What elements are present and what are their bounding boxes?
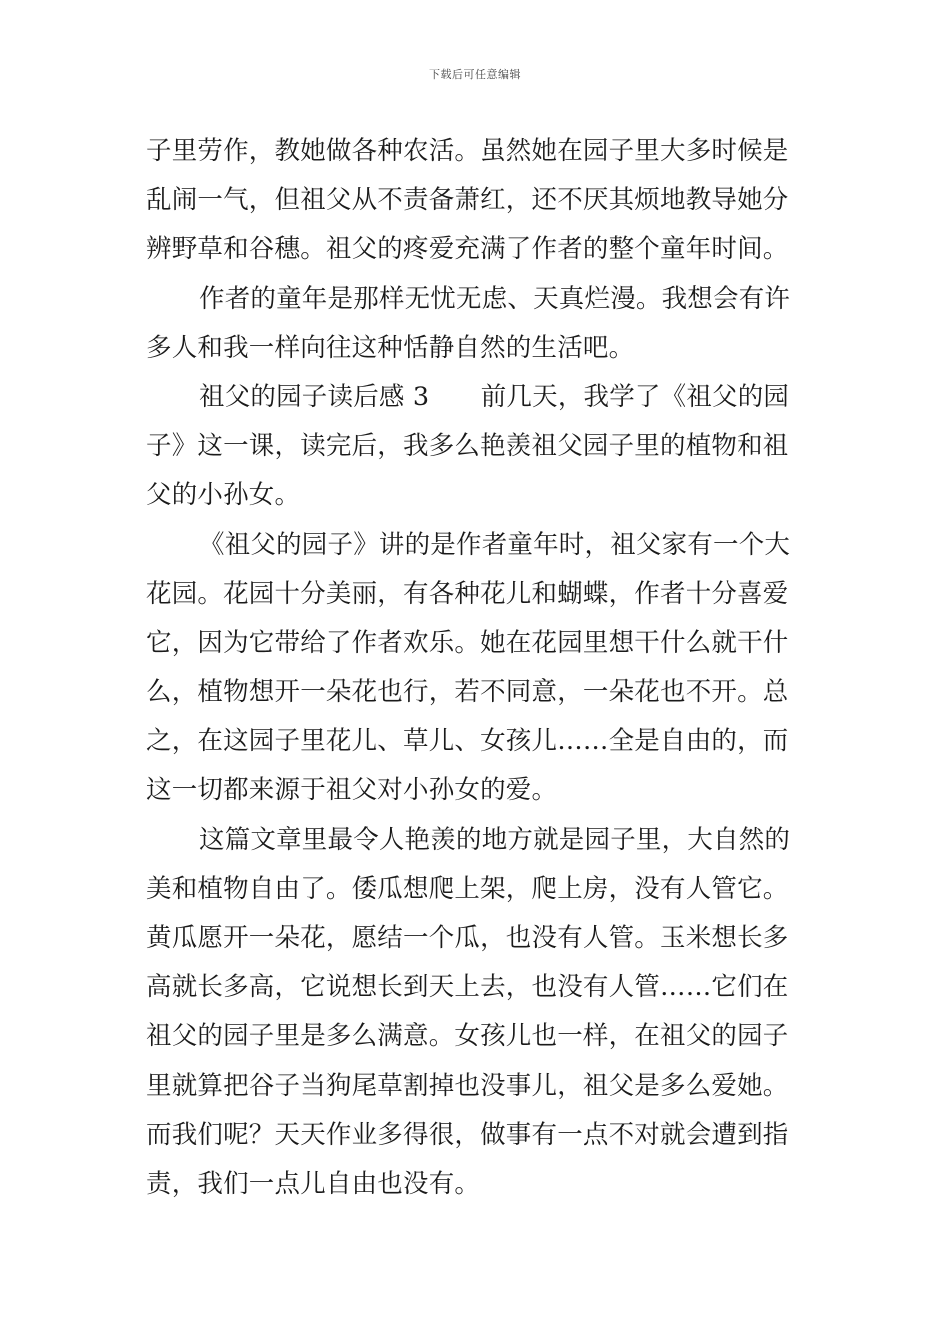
text-line: 祖父的园子读后感 3 前几天，我学了《祖父的园 [199,381,790,412]
text-line: 责，我们一点儿自由也没有。 [146,1168,481,1199]
text-line: 子》这一课，读完后，我多么艳羡祖父园子里的植物和祖 [146,431,789,462]
text-line: 辨野草和谷穗。祖父的疼爱充满了作者的整个童年时间。 [146,234,789,265]
text-line: 这篇文章里最令人艳羡的地方就是园子里，大自然的 [199,824,791,855]
text-line: 它，因为它带给了作者欢乐。她在花园里想干什么就干什 [146,627,789,658]
text-line: 作者的童年是那样无忧无虑、天真烂漫。我想会有许 [199,283,791,314]
text-line: 这一切都来源于祖父对小孙女的爱。 [146,775,558,806]
text-line: 《祖父的园子》讲的是作者童年时，祖父家有一个大 [199,529,791,560]
text-line: 么，植物想开一朵花也行，若不同意，一朵花也不开。总 [146,677,789,708]
text-line: 子里劳作，教她做各种农活。虽然她在园子里大多时候是 [146,136,789,166]
document-body [146,127,810,1209]
text-line: 多人和我一样向往这种恬静自然的生活吧。 [146,332,635,363]
text-line: 父的小孙女。 [146,480,301,511]
page-header: 下载后可任意编辑 [429,68,521,81]
text-line: 黄瓜愿开一朵花，愿结一个瓜，也没有人管。玉米想长多 [146,923,789,953]
text-line: 里就算把谷子当狗尾草割掉也没事儿，祖父是多么爱她。 [146,1070,789,1101]
text-line: 而我们呢？天天作业多得很，做事有一点不对就会遭到指 [146,1119,789,1150]
text-line: 花园。花园十分美丽，有各种花儿和蝴蝶，作者十分喜爱 [146,578,789,609]
text-line: 之，在这园子里花儿、草儿、女孩儿……全是自由的，而 [146,726,789,757]
text-line: 乱闹一气，但祖父从不责备萧红，还不厌其烦地教导她分 [146,185,789,216]
text-line: 高就长多高，它说想长到天上去，也没有人管……它们在 [146,972,789,1003]
text-line: 祖父的园子里是多么满意。女孩儿也一样，在祖父的园子 [146,1021,789,1052]
text-line: 美和植物自由了。倭瓜想爬上架，爬上房，没有人管它。 [146,873,789,904]
